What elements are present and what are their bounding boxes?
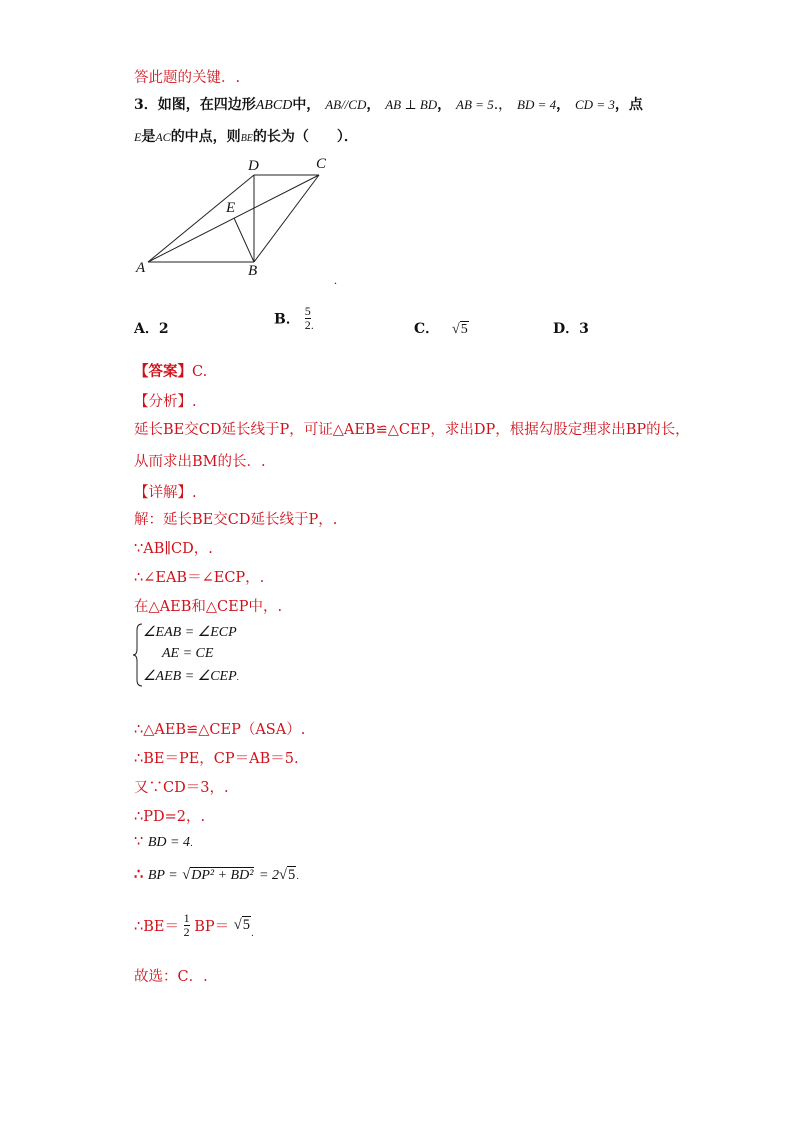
bp-lhs: BP =	[147, 868, 178, 883]
separator: ，	[366, 97, 381, 113]
fraction-numerator: 5	[304, 304, 311, 318]
system-eq-1: ∠EAB = ∠ECP	[143, 625, 237, 640]
half-fraction	[184, 912, 190, 939]
therefore-symbol: ∴	[134, 866, 144, 883]
trailing-dot: .	[296, 872, 300, 882]
detail-line-11	[134, 912, 254, 939]
option-d-label: D．	[553, 321, 580, 337]
option-d-value: 3	[579, 321, 589, 337]
top-note: 答此题的关键．.	[134, 70, 241, 86]
option-c	[414, 318, 469, 338]
condition-ab: AB = 5	[456, 97, 494, 112]
option-a	[134, 318, 169, 338]
detail-line-6: ∴BE＝PE，CP＝AB＝5.	[134, 751, 299, 767]
analysis-label: 【分析】.	[134, 394, 197, 410]
label-c: C	[316, 156, 327, 172]
radicand: 5	[460, 322, 468, 337]
detail-line-8: ∴PD=2，.	[134, 809, 206, 825]
stray-dot: .	[334, 273, 337, 287]
answer-label: 【答案】	[134, 363, 192, 380]
question-text: 的中点，则	[170, 129, 241, 145]
system-eq-2: AE = CE	[162, 646, 214, 661]
condition-bd: BD = 4	[517, 97, 557, 112]
option-d	[553, 318, 589, 338]
option-c-sqrt: √5	[452, 322, 468, 337]
bd-equation: BD = 4	[147, 835, 190, 850]
question-text: 是	[141, 129, 156, 145]
because-symbol: ∵	[134, 834, 144, 850]
trailing-dot: .	[236, 672, 239, 682]
condition-parallel: AB//CD	[325, 97, 367, 112]
question-text: 的长为（ ）．	[252, 129, 358, 145]
option-a-value: 2	[158, 321, 169, 337]
segment-ac: AC	[155, 130, 171, 144]
point-e: E	[134, 130, 142, 144]
answer-line	[134, 360, 207, 381]
question-text: 如图，在四边形	[157, 97, 256, 113]
detail-line-9	[134, 834, 193, 851]
detail-line-7: 又∵CD＝3，.	[134, 780, 229, 796]
option-a-label: A．	[134, 321, 159, 337]
option-b	[274, 305, 314, 332]
bp-sqrt: √DP² + BD²	[182, 867, 254, 883]
question-text: ，点	[614, 97, 643, 113]
geometry-figure	[134, 150, 364, 290]
bp-result-sqrt: √5	[278, 867, 296, 883]
question-number: 3．	[134, 97, 158, 113]
segment-ad	[148, 175, 254, 262]
question-line-2	[134, 126, 358, 146]
separator: .，	[493, 97, 513, 113]
be-sqrt: √5	[233, 917, 250, 933]
bp-radicand: DP² + BD²	[191, 868, 254, 883]
quad-name: ABCD	[255, 98, 293, 113]
option-b-label: B．	[274, 311, 300, 328]
label-b: B	[248, 263, 258, 279]
detail-line-10	[134, 866, 299, 884]
detail-line-3: ∴∠EAB＝∠ECP，.	[134, 570, 265, 586]
condition-perpendicular: AB ⊥ BD	[385, 97, 438, 112]
bp-eq: BP＝	[194, 919, 230, 935]
bp-rhs: = 2	[259, 868, 279, 883]
be-prefix: ∴BE＝	[134, 919, 179, 935]
detail-line-12: 故选：C．.	[134, 969, 208, 985]
trailing-dot: .	[310, 321, 314, 332]
detail-line-4: 在△AEB和△CEP中，.	[134, 599, 283, 615]
detail-line-5: ∴△AEB≌△CEP（ASA）.	[134, 722, 306, 738]
condition-cd: CD = 3	[575, 97, 615, 112]
trailing-dot: .	[189, 839, 193, 849]
detail-line-2: ∵AB∥CD，.	[134, 541, 213, 557]
label-e: E	[226, 200, 236, 216]
fraction-numerator: 1	[183, 911, 190, 925]
analysis-line-2: 从而求出BM的长．.	[134, 454, 266, 470]
system-eq-3-text: ∠AEB = ∠CEP	[143, 669, 237, 684]
option-c-label: C．	[414, 321, 440, 337]
system-eq-3	[143, 668, 239, 685]
detail-label: 【详解】.	[134, 485, 197, 501]
question-line-1	[134, 94, 643, 114]
be-radicand: 5	[242, 917, 250, 933]
detail-line-1: 解：延长BE交CD延长线于P，.	[134, 512, 338, 528]
segment-bc	[254, 175, 319, 262]
segment-eb	[234, 218, 254, 262]
question-text: 中，	[292, 97, 321, 113]
fraction-denominator: 2	[183, 925, 190, 939]
analysis-line-1: 延长BE交CD延长线于P，可证△AEB≌△CEP，求出DP，根据勾股定理求出BP的长，	[134, 422, 690, 438]
separator: ，	[556, 97, 571, 113]
segment-ac	[148, 175, 319, 262]
fraction-denominator: 2	[304, 318, 311, 332]
separator: ，	[437, 97, 452, 113]
label-d: D	[248, 158, 259, 174]
label-a: A	[136, 260, 146, 276]
trailing-dot: .	[250, 929, 254, 939]
bp-result-radicand: 5	[287, 867, 296, 883]
answer-value: C.	[192, 364, 208, 380]
segment-be: BE	[240, 133, 253, 144]
